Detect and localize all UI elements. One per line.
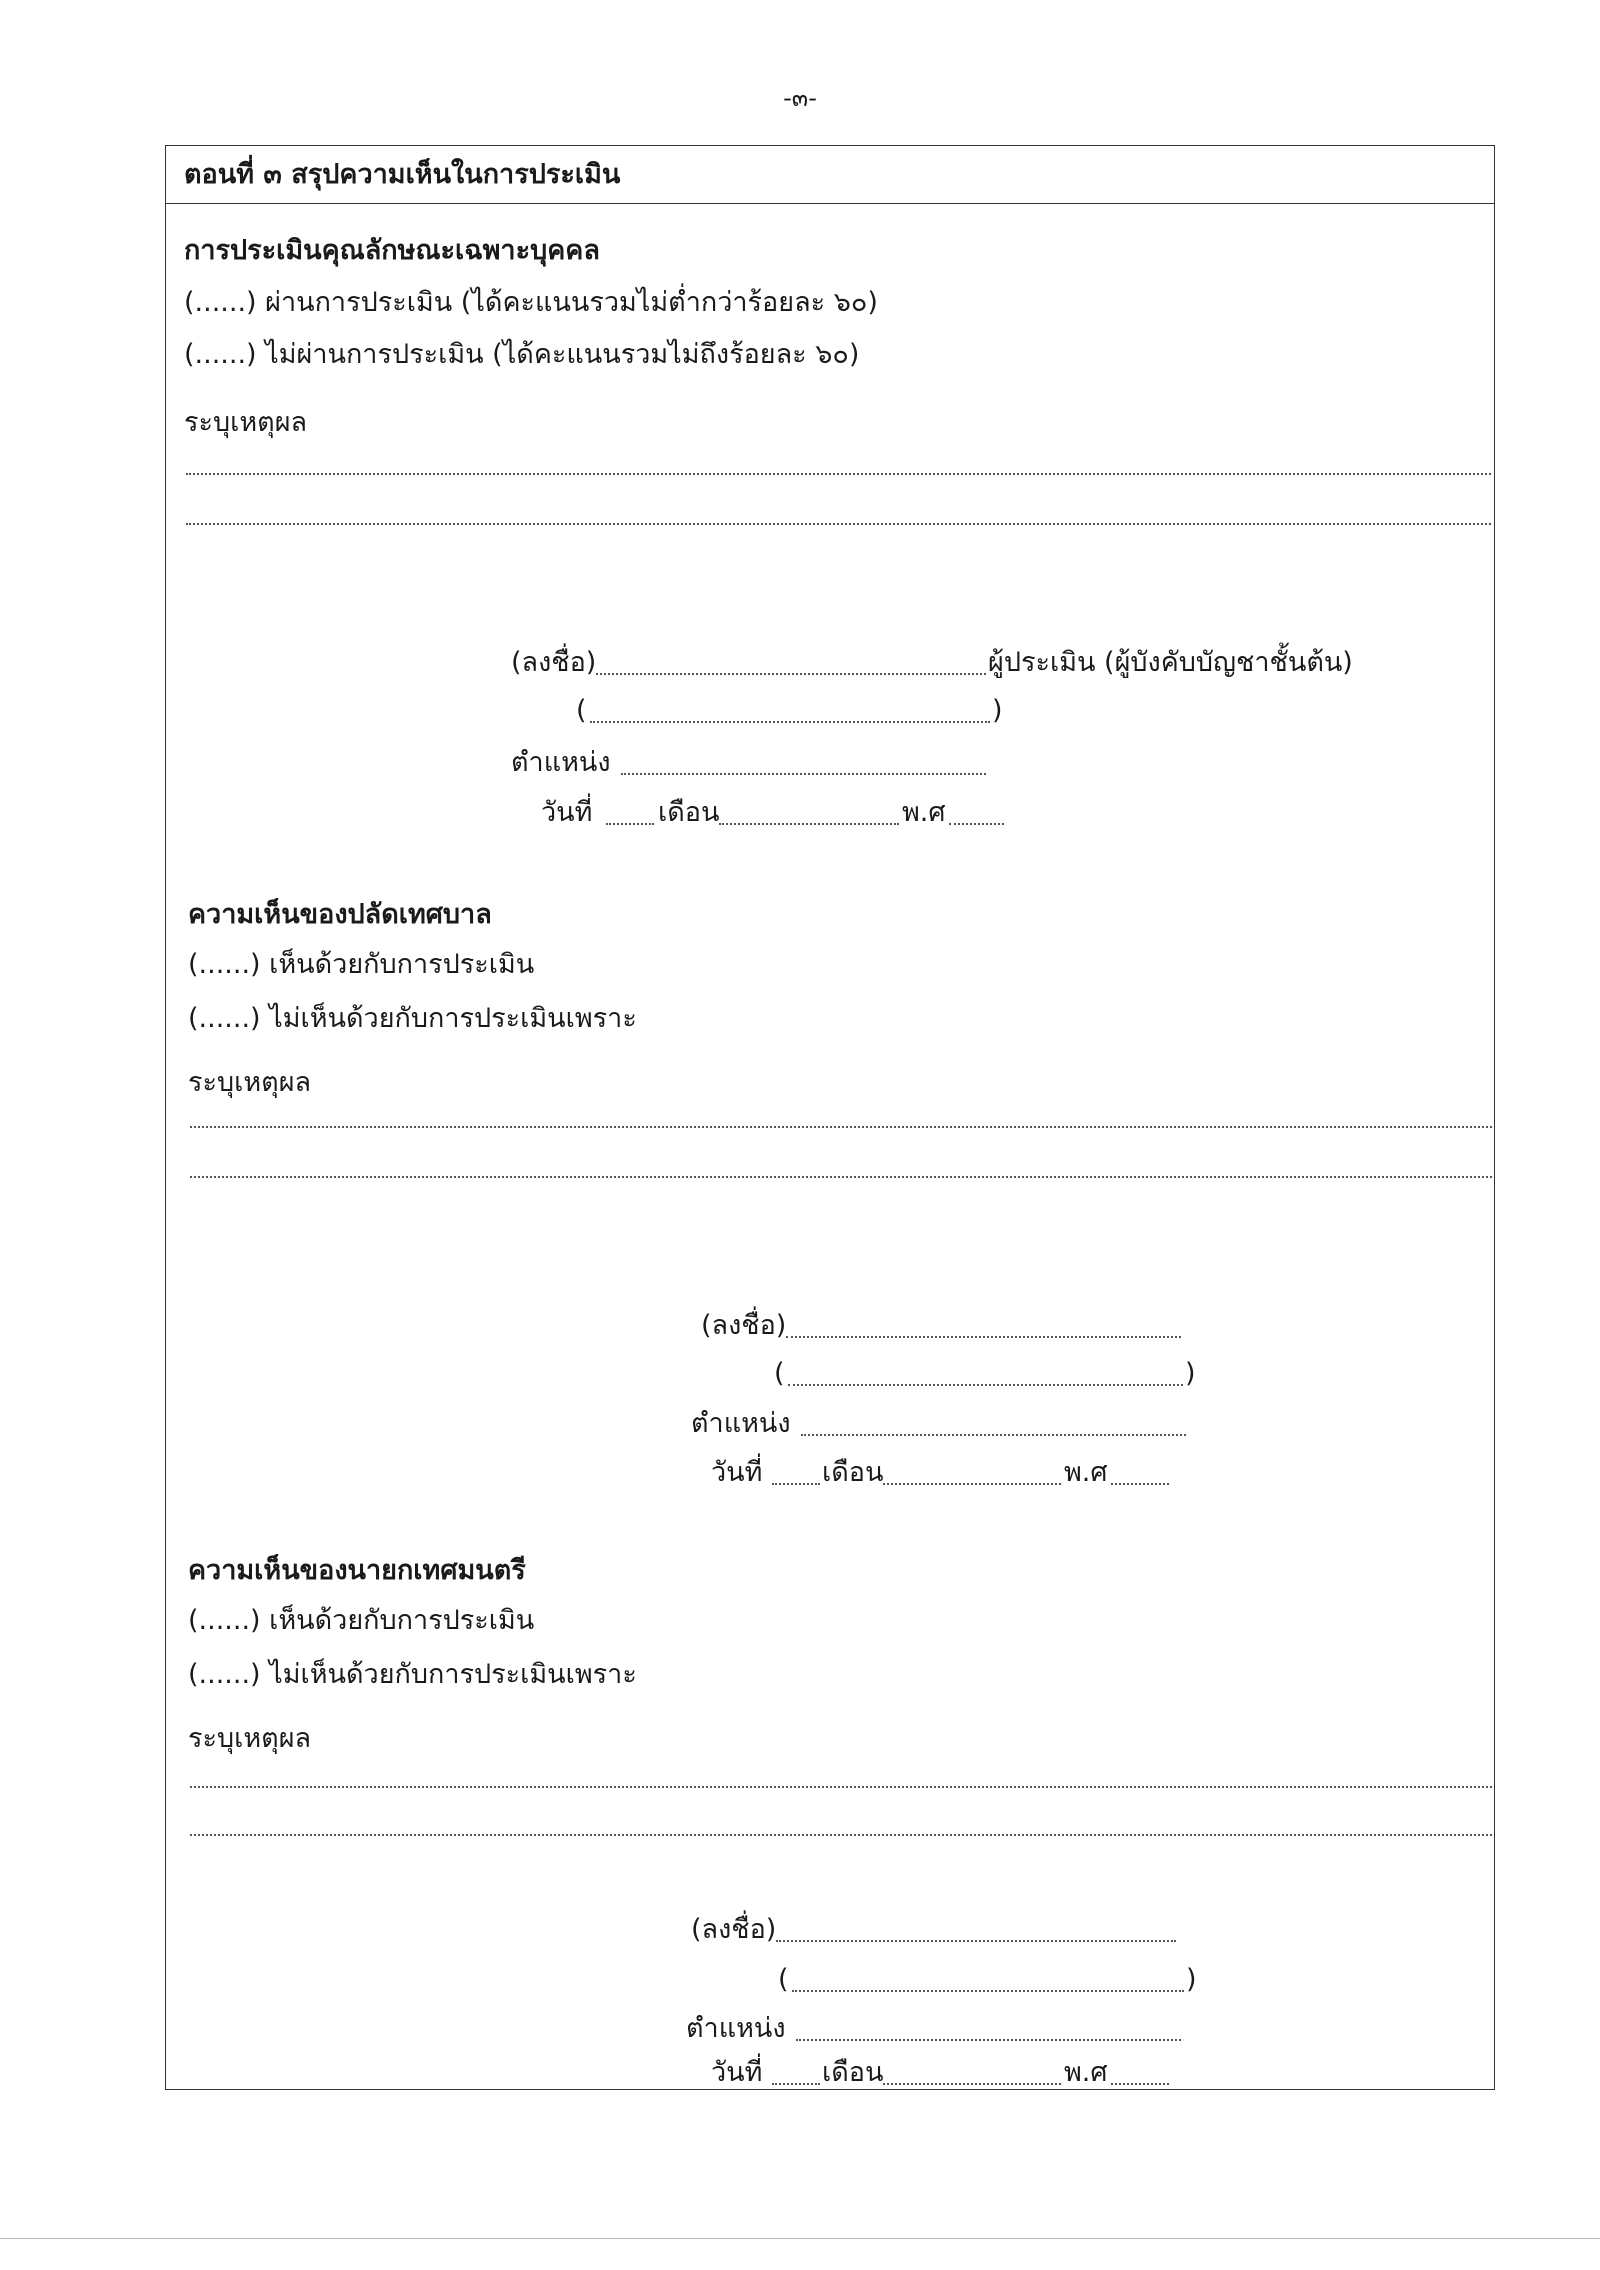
section2-position-label: ตำแหน่ง <box>691 1408 791 1439</box>
part-title: ตอนที่ ๓ สรุปความเห็นในการประเมิน <box>184 159 621 190</box>
section1-day-line[interactable] <box>606 823 654 825</box>
section2-date-label: วันที่ <box>711 1457 763 1488</box>
section1-reason-line-2[interactable] <box>186 523 1491 525</box>
section3-year-line[interactable] <box>1111 2083 1169 2085</box>
section1-reason-label: ระบุเหตุผล <box>184 407 308 438</box>
section1-name-open-paren: ( <box>576 695 587 726</box>
section1-month-label: เดือน <box>658 797 720 828</box>
section2-reason-line-1[interactable] <box>190 1126 1492 1128</box>
section3-reason-label: ระบุเหตุผล <box>188 1723 312 1754</box>
section3-position-line[interactable] <box>796 2039 1181 2041</box>
section3-year-label: พ.ศ <box>1064 2057 1108 2088</box>
section2-month-line[interactable] <box>883 1483 1061 1485</box>
section2-month-label: เดือน <box>822 1457 884 1488</box>
section2-reason-label: ระบุเหตุผล <box>188 1067 312 1098</box>
section3-date-label: วันที่ <box>711 2057 763 2088</box>
section1-sign-line[interactable] <box>596 673 986 675</box>
section3-sign-label: (ลงชื่อ) <box>691 1914 777 1945</box>
section3-reason-line-2[interactable] <box>190 1834 1492 1836</box>
section3-option-agree[interactable]: (......) เห็นด้วยกับการประเมิน <box>188 1605 535 1636</box>
section2-heading: ความเห็นของปลัดเทศบาล <box>188 899 492 930</box>
section3-heading: ความเห็นของนายกเทศมนตรี <box>188 1555 526 1586</box>
section1-evaluator-label: ผู้ประเมิน (ผู้บังคับบัญชาชั้นต้น) <box>988 647 1353 678</box>
page-number: -๓- <box>783 84 817 112</box>
section3-name-open-paren: ( <box>778 1964 789 1995</box>
section2-position-line[interactable] <box>801 1434 1186 1436</box>
section1-month-line[interactable] <box>719 823 899 825</box>
section2-name-close-paren: ) <box>1185 1358 1196 1389</box>
frame-title-row <box>166 146 1494 204</box>
section1-position-line[interactable] <box>621 773 986 775</box>
evaluation-summary-frame <box>165 145 1495 2090</box>
section3-name-line[interactable] <box>792 1990 1184 1992</box>
section1-name-line[interactable] <box>590 721 990 723</box>
section1-date-label: วันที่ <box>541 797 593 828</box>
option-pass[interactable]: (......) ผ่านการประเมิน (ได้คะแนนรวมไม่ต่ำกว่าร้อยละ ๖๐) <box>184 287 878 318</box>
section2-day-line[interactable] <box>772 1483 820 1485</box>
section3-position-label: ตำแหน่ง <box>686 2013 786 2044</box>
section1-reason-line-1[interactable] <box>186 473 1491 475</box>
section1-year-line[interactable] <box>949 823 1004 825</box>
section3-day-line[interactable] <box>772 2083 820 2085</box>
section2-name-open-paren: ( <box>774 1358 785 1389</box>
page-bottom-rule <box>0 2238 1600 2239</box>
section1-heading: การประเมินคุณลักษณะเฉพาะบุคคล <box>184 235 600 266</box>
section3-month-line[interactable] <box>883 2083 1061 2085</box>
section3-month-label: เดือน <box>822 2057 884 2088</box>
section1-year-label: พ.ศ <box>902 797 946 828</box>
section1-position-label: ตำแหน่ง <box>511 747 611 778</box>
section2-option-disagree[interactable]: (......) ไม่เห็นด้วยกับการประเมินเพราะ <box>188 1003 637 1034</box>
section2-reason-line-2[interactable] <box>190 1176 1492 1178</box>
option-fail[interactable]: (......) ไม่ผ่านการประเมิน (ได้คะแนนรวมไม่ถึงร้อยละ ๖๐) <box>184 339 860 370</box>
section2-sign-line[interactable] <box>786 1336 1181 1338</box>
section3-option-disagree[interactable]: (......) ไม่เห็นด้วยกับการประเมินเพราะ <box>188 1659 637 1690</box>
section2-sign-label: (ลงชื่อ) <box>701 1310 787 1341</box>
section2-year-label: พ.ศ <box>1064 1457 1108 1488</box>
section2-option-agree[interactable]: (......) เห็นด้วยกับการประเมิน <box>188 949 535 980</box>
section3-reason-line-1[interactable] <box>190 1786 1492 1788</box>
section3-sign-line[interactable] <box>776 1940 1176 1942</box>
section1-name-close-paren: ) <box>992 695 1003 726</box>
section2-year-line[interactable] <box>1111 1483 1169 1485</box>
section2-name-line[interactable] <box>788 1384 1183 1386</box>
section3-name-close-paren: ) <box>1186 1964 1197 1995</box>
section1-sign-label: (ลงชื่อ) <box>511 647 597 678</box>
